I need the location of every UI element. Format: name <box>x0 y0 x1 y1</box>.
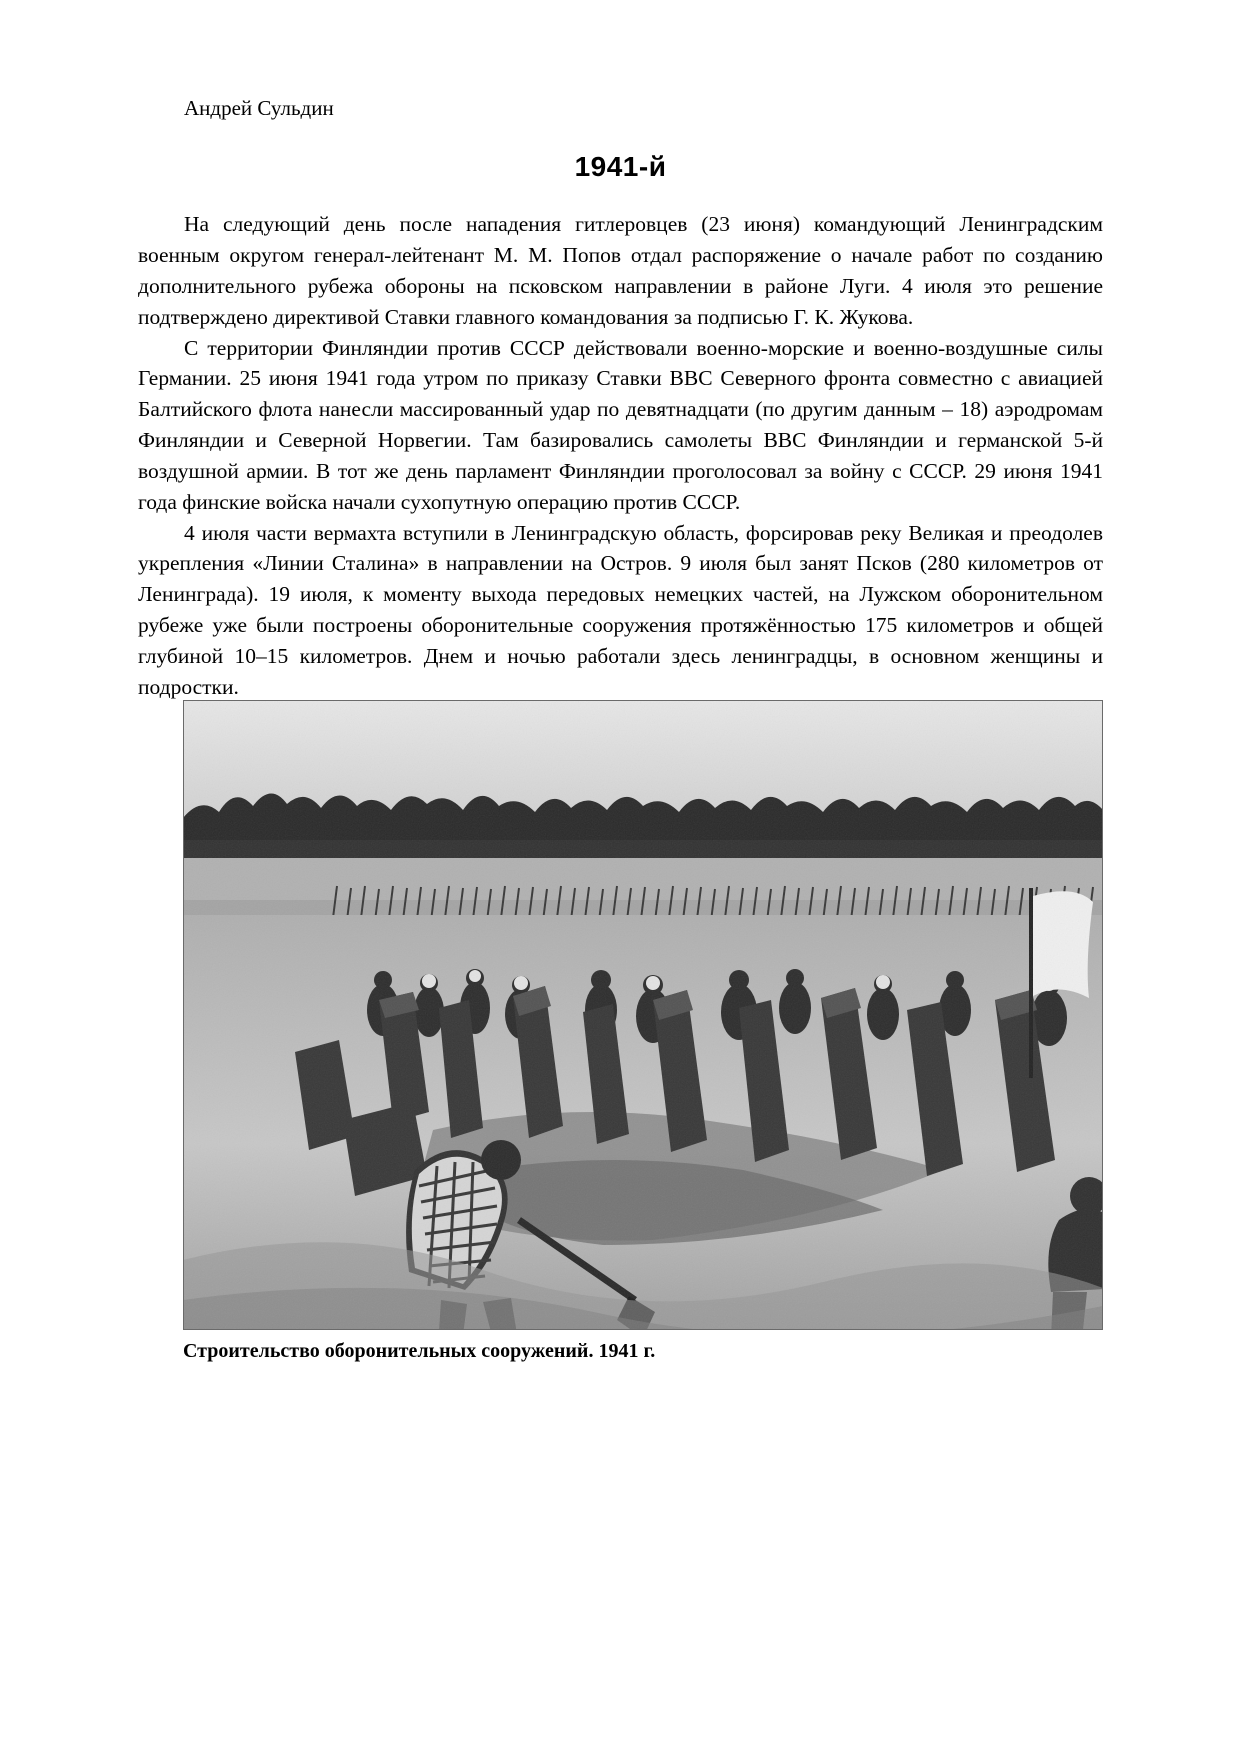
text-column <box>138 96 1103 703</box>
page-title: 1941-й <box>574 151 667 183</box>
figure <box>183 700 1103 1363</box>
figure-caption: Строительство оборонительных сооружений. 1941 г. <box>183 1340 656 1362</box>
author-name: Андрей Сульдин <box>184 96 334 120</box>
body-paragraph-3: 4 июля части вермахта вступили в Ленинградскую область, форсировав реку Великая и преодолев укрепления «Линии Сталина» в направлении на Остров. 9 июля был занят Псков (280 километров от Ленинграда). 19 июля, к моменту выхода передовых немецких частей, на Лужском оборонительном рубеже уже были построены оборонительные сооружения протяжённостью 175 километров и общей глубиной 10–15 километров. Днем и ночью работали здесь ленинградцы, в основном женщины и подростки. <box>138 520 1103 699</box>
body-paragraph-2: С территории Финляндии против СССР действовали военно-морские и военно-воздушные силы Германии. 25 июня 1941 года утром по приказу Ставки ВВС Северного фронта совместно с авиацией Балтийского флота нанесли массированный удар по девятнадцати (по другим данным – 18) аэродромам Финляндии и Северной Норвегии. Там базировались самолеты ВВС Финляндии и германской 5-й воздушной армии. В тот же день парламент Финляндии проголосовал за войну с СССР. 29 июня 1941 года финские войска начали сухопутную операцию против СССР. <box>138 335 1103 514</box>
photo-graphic <box>183 700 1103 1330</box>
historical-photo <box>183 700 1103 1330</box>
body-paragraph-1: На следующий день после нападения гитлеровцев (23 июня) командующий Ленинградским военным округом генерал-лейтенант М. М. Попов отдал распоряжение о начале работ по созданию дополнительного рубежа обороны на псковском направлении в районе Луги. 4 июля это решение подтверждено директивой Ставки главного командования за подписью Г. К. Жукова. <box>138 212 1103 329</box>
